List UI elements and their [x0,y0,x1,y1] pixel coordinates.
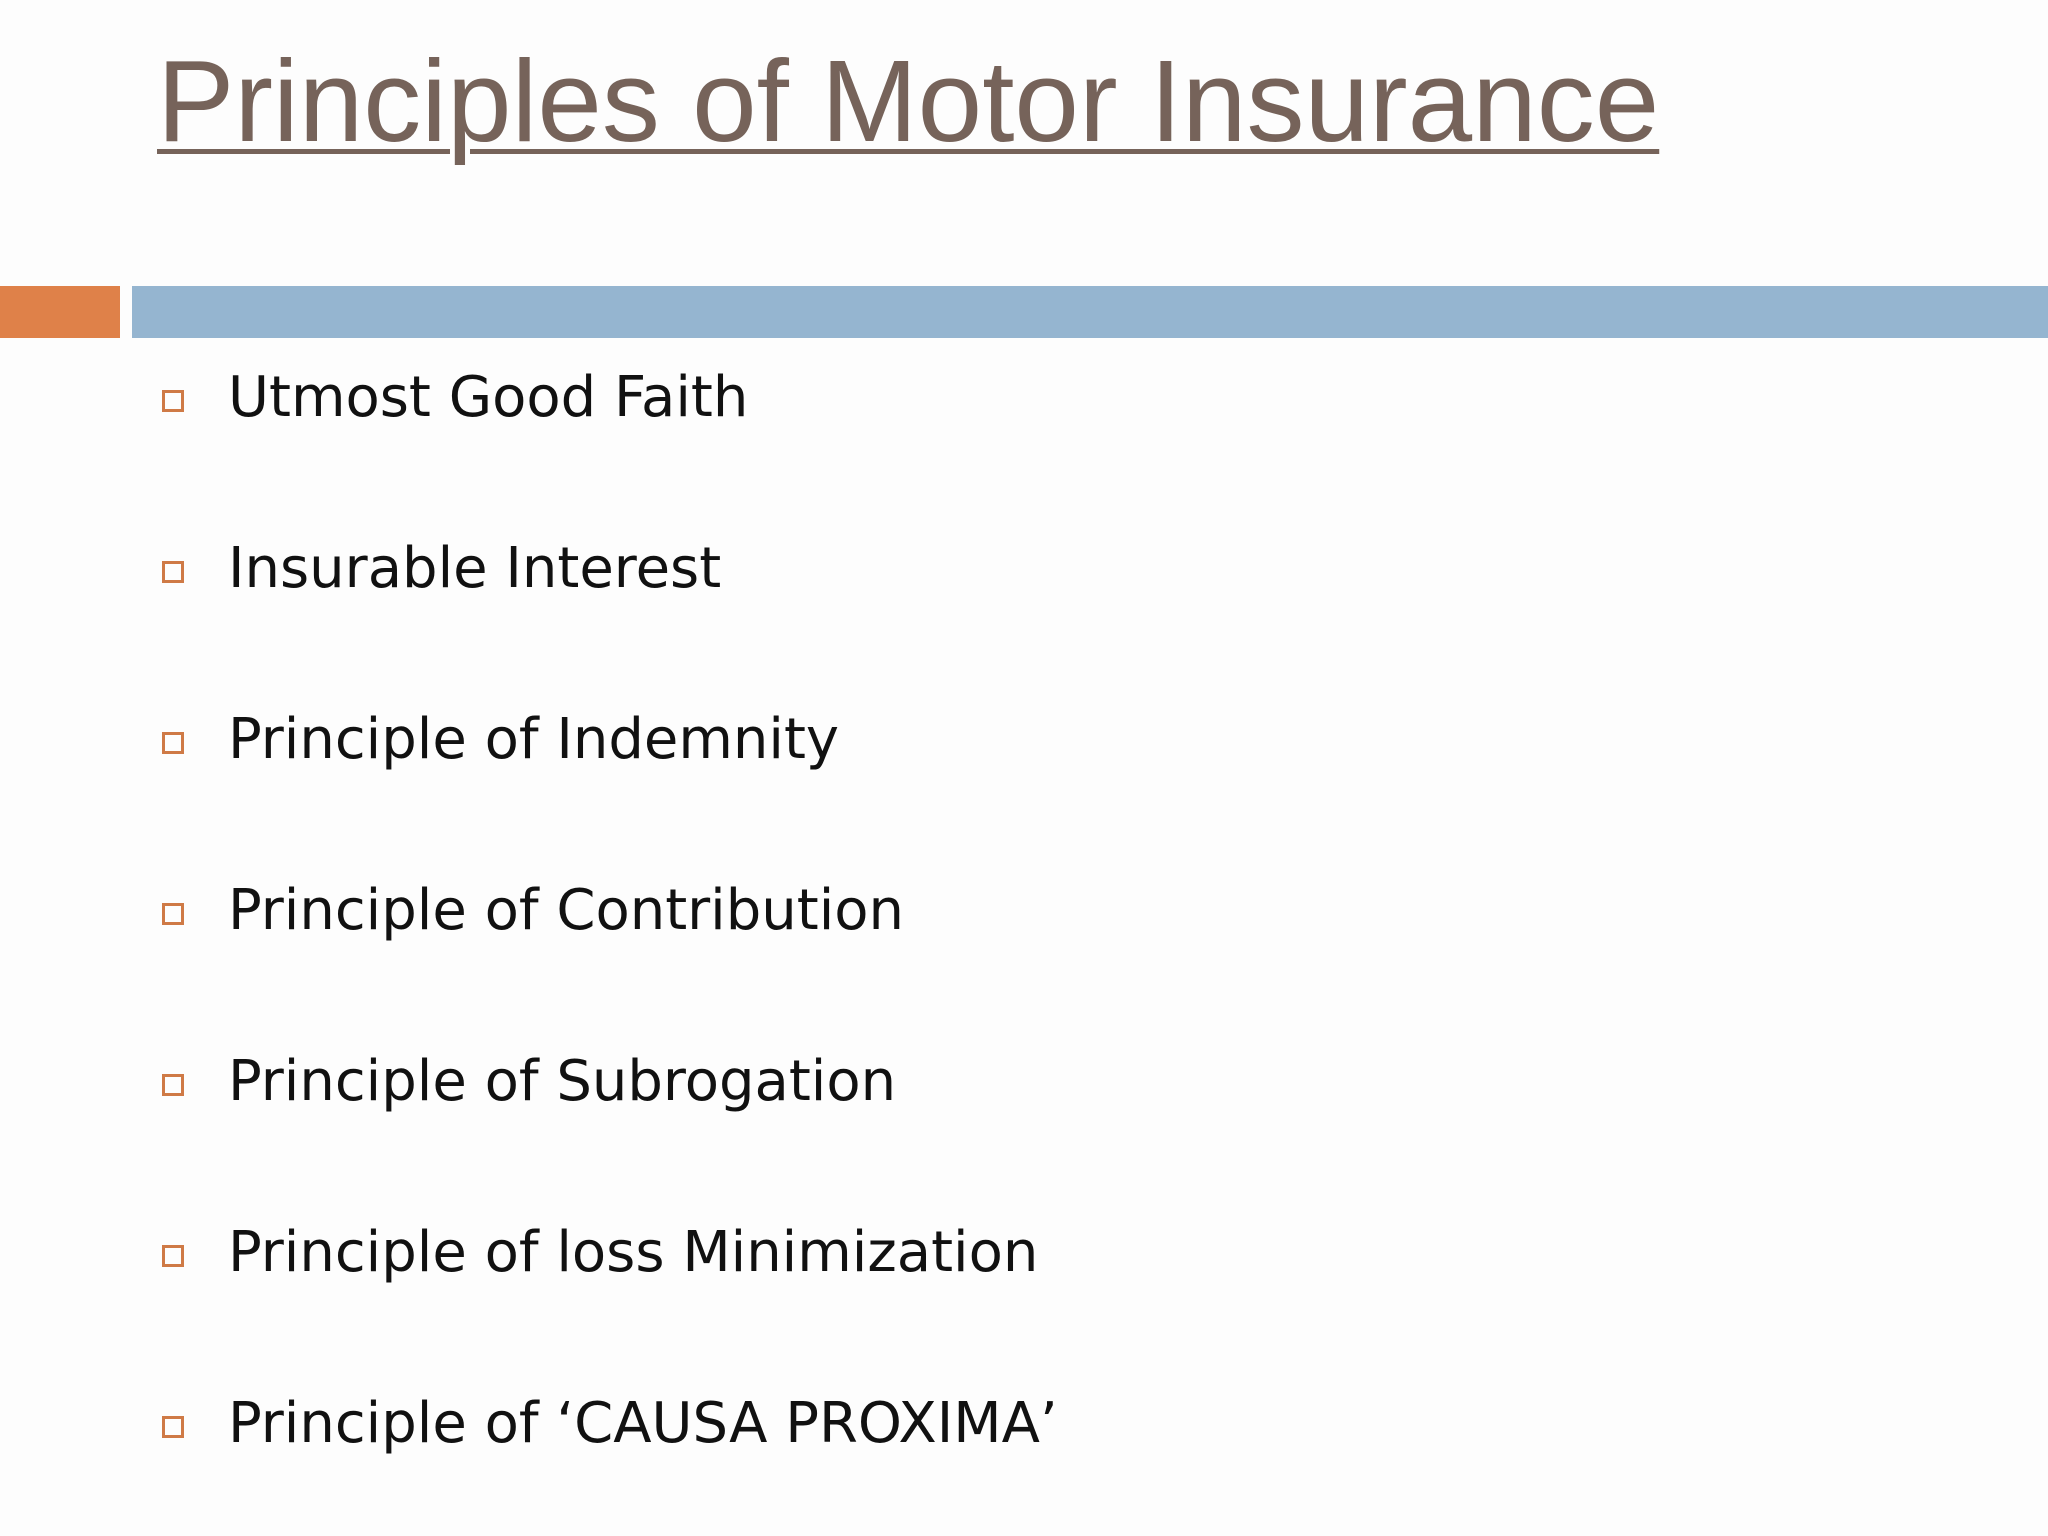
bullet-text: Principle of Contribution [228,878,905,943]
bullet-text: Insurable Interest [228,536,722,601]
bullet-text: Principle of Indemnity [228,707,840,772]
list-item [162,524,721,614]
hollow-square-icon [162,903,184,925]
hollow-square-icon [162,732,184,754]
list-item [162,695,839,785]
bullet-text: Principle of loss Minimization [228,1220,1039,1285]
accent-bar [0,286,120,338]
list-item [162,1037,896,1127]
bullet-text: Utmost Good Faith [228,365,749,430]
hollow-square-icon [162,561,184,583]
hollow-square-icon [162,1245,184,1267]
list-item [162,1208,1038,1298]
bullet-text: Principle of ‘CAUSA PROXIMA’ [228,1391,1058,1456]
hollow-square-icon [162,1416,184,1438]
slide-title: Principles of Motor Insurance [157,36,1660,166]
list-item [162,866,904,956]
hollow-square-icon [162,1074,184,1096]
hollow-square-icon [162,390,184,412]
list-item [162,353,748,443]
bullet-text: Principle of Subrogation [228,1049,897,1114]
list-item [162,1379,1058,1469]
header-divider-bar [132,286,2048,338]
